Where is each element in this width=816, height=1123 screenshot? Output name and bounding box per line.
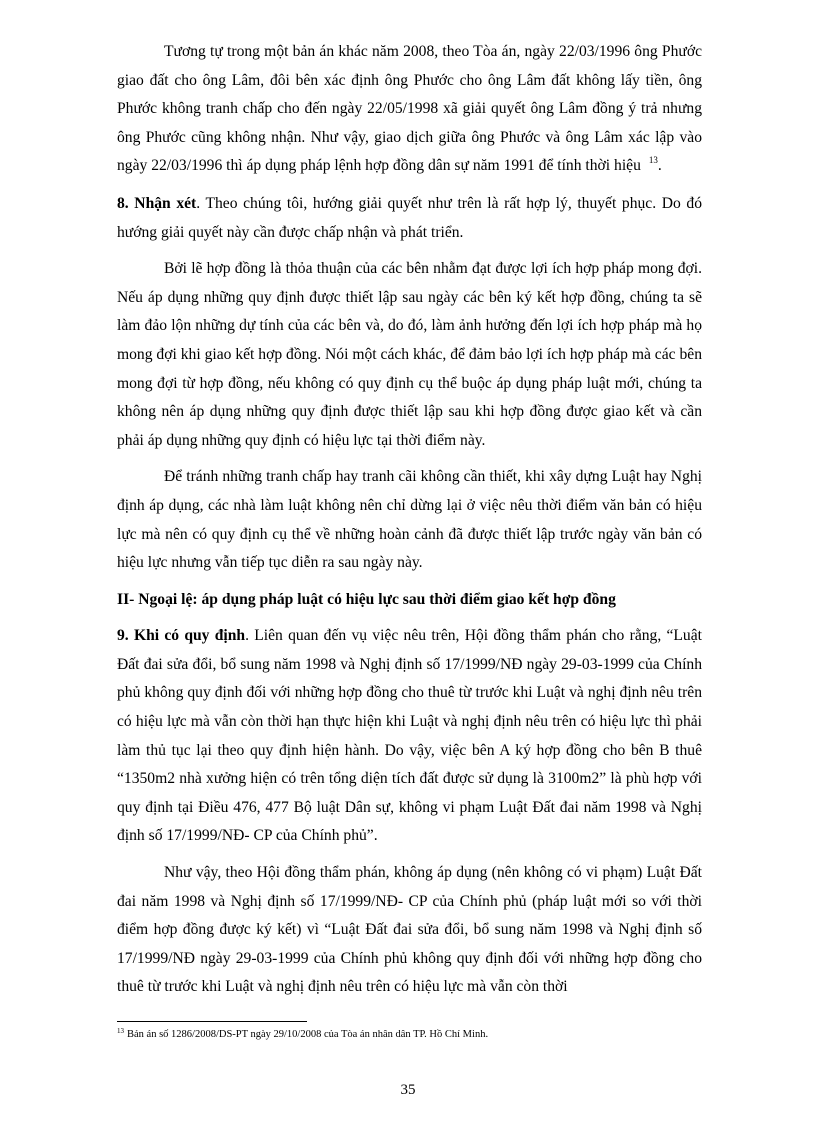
footnote-reference[interactable]: 13 [648,155,658,166]
paragraph-remark [117,190,702,247]
page-number: 35 [400,1082,416,1098]
paragraph-recommendation: Để tránh những tranh chấp hay tranh cãi không cần thiết, khi xây dựng Luật hay Nghị định áp dụng, các nhà làm luật không nên chỉ dừng lại ở việc nêu thời điểm văn bản có hiệu lực mà nên có quy định cụ thể về những hoàn cảnh đã được thiết lập trước ngày văn bản có hiệu lực nhưng vẫn tiếp tục diễn ra sau ngày này. [117,468,702,572]
paragraph-council-view: Như vậy, theo Hội đồng thẩm phán, không áp dụng (nên không có vi phạm) Luật Đất đai năm 1998 và Nghị định số 17/1999/NĐ- CP của Chính phủ (pháp luật mới so với thời điểm hợp đồng được ký kết) vì “Luật Đất đai sửa đổi, bổ sung năm 1998 và Nghị định số 17/1999/NĐ ngày 29-03-1999 của Chính phủ không quy định đối với những hợp đồng cho thuê từ trước khi Luật và nghị định nêu trên có hiệu lực mà vẫn còn thời [117,864,702,996]
section-heading [117,586,702,615]
paragraph-text: Tương tự trong một bản án khác năm 2008, theo Tòa án, ngày 22/03/1996 ông Phước giao đất cho ông Lâm, đôi bên xác định ông Phước cho ông Lâm đất không lấy tiền, ông Phước không tranh chấp cho đến ngày 22/05/1998 xã giải quyết ông Lâm đồng ý trả nhưng ông Phước cũng không nhận. Như vậy, giao dịch giữa ông Phước và ông Lâm xác lập vào ngày 22/03/1996 thì áp dụng pháp lệnh hợp đồng dân sự năm 1991 để tính thời hiệu [117,43,702,175]
footnote-text: Bản án số 1286/2008/DS-PT ngày 29/10/2008 của Tòa án nhân dân TP. Hồ Chí Minh. [127,1029,489,1040]
paragraph-reasoning: Bởi lẽ hợp đồng là thỏa thuận của các bên nhằm đạt được lợi ích hợp pháp mong đợi. Nếu áp dụng những quy định được thiết lập sau ngày các bên ký kết hợp đồng, chúng ta sẽ làm đảo lộn những dự tính của các bên và, do đó, làm ảnh hưởng đến lợi ích hợp pháp mà họ mong đợi khi giao kết hợp đồng. Nói một cách khác, để đảm bảo lợi ích hợp pháp mà các bên mong đợi từ hợp đồng, nếu không có quy định cụ thể buộc áp dụng pháp luật mới, chúng ta không nên áp dụng những quy định được thiết lập sau khi hợp đồng được giao kết và cần phải áp dụng những quy định có hiệu lực tại thời điểm này. [117,260,702,449]
paragraph-text: . Liên quan đến vụ việc nêu trên, Hội đồng thẩm phán cho rằng, “Luật Đất đai sửa đổi, bổ sung năm 1998 và Nghị định số 17/1999/NĐ ngày 29-03-1999 của Chính phủ không quy định đối với những hợp đồng cho thuê từ trước khi Luật và nghị định nêu trên có hiệu lực mà vẫn còn thời hạn thực hiện khi Luật và nghị định nêu trên có hiệu lực thì phải làm thủ tục lại theo quy định hiện hành. Do vậy, việc bên A ký hợp đồng cho bên B thuê “1350m2 nhà xưởng hiện có trên tổng diện tích đất được sử dụng là 3100m2” là phù hợp với quy định tại Điều 476, 477 Bộ luật Dân sự, không vi phạm Luật Đất đai năm 1998 và Nghị định số 17/1999/NĐ- CP của Chính phủ”. [117,627,702,845]
section-label-9: 9. Khi có quy định [117,627,246,645]
page-body [117,38,702,1002]
section-heading-text: II- Ngoại lệ: áp dụng pháp luật có hiệu lực sau thời điểm giao kết hợp đồng [117,590,616,608]
footnote-number: 13 [117,1027,124,1035]
footnote-divider [117,1021,307,1022]
section-label-8: 8. Nhận xét [117,194,197,212]
paragraph-text: . Theo chúng tôi, hướng giải quyết như trên là rất hợp lý, thuyết phục. Do đó hướng giải quyết này cần được chấp nhận và phát triển. [117,194,703,241]
paragraph-end: . [657,157,662,175]
paragraph-when-regulated [117,622,702,851]
footnote [117,1028,488,1042]
paragraph-court-case-2008 [117,38,702,182]
